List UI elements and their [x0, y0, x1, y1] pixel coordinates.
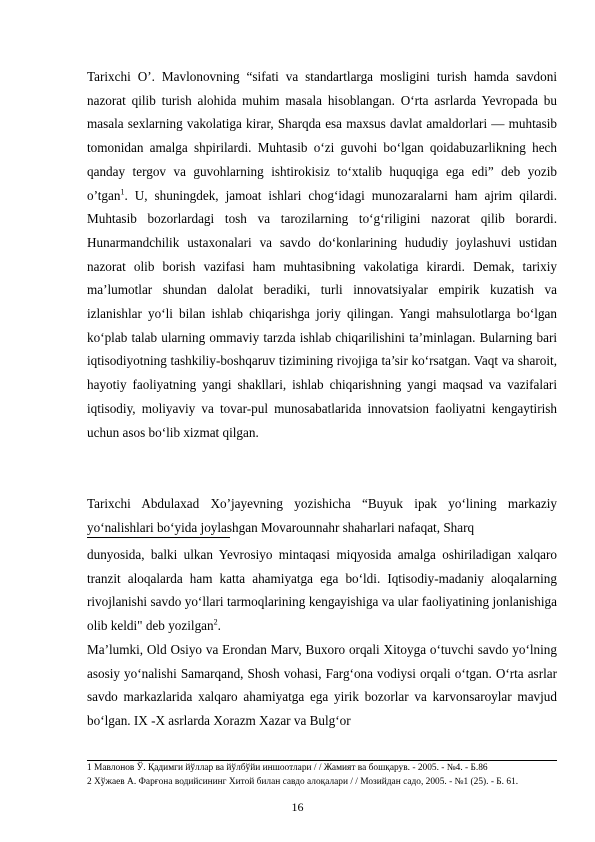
- page-number: 16: [291, 800, 304, 814]
- paragraph-1-text: Tarixchi O’. Mavlonovning “sifati va standartlarga mosligini turish hamda savdoni nazorat qilib turish alohida muhim masala hisoblangan. O‘rta asrlarda Yevropada bu masala sexlarning vakolatiga kirar, Sharqda esa maxsus davlat amaldorlari — muhtasib tomonidan amalga shpirilardi. Muhtasib o‘zi guvohi bo‘lgan qoidabuzarlikning hech qanday tergov va guvohlarning ishtirokisiz to‘xtalib huquqiga ega edi” deb yozib o’tgan: [87, 69, 557, 203]
- footnote-ref-1: 1: [120, 187, 125, 197]
- paragraph-2-text: Tarixchi Abdulaxad Xo’jayevning yozishicha “Buyuk ipak yo‘lining markaziy yo‘nalishlari bo‘yida joylashgan Movarounnahr shaharlari nafaqat, Sharq: [87, 496, 557, 535]
- body-paragraph-4: [87, 638, 557, 733]
- footnote-divider: [87, 760, 557, 761]
- footnote-ref-2: 2: [213, 617, 218, 627]
- body-paragraph-2: [87, 492, 557, 539]
- footnote-1: 1 Мавлонов Ў. Қадимги йўллар ва йўлбўйи иншоотлари / / Жамият ва бошқарув. - 2005. - №4. - Б.86: [87, 763, 488, 773]
- continuation-divider: [87, 537, 230, 538]
- paragraph-3-rest: .: [217, 618, 221, 634]
- paragraph-4-text: Ma’lumki, Old Osiyo va Erondan Marv, Buxoro orqali Xitoyga o‘tuvchi savdo yo‘lning asosiy yo‘nalishi Samarqand, Shosh vohasi, Farg‘ona vodiysi orqali o‘tgan. O‘rta asrlar savdo markazlarida xalqaro ahamiyatga ega yirik bozorlar va karvonsaroylar mavjud bo‘lgan. IX -X asrlarda Xorazm Xazar va Bulg‘or: [87, 642, 557, 729]
- paragraph-1-rest: . U, shuningdek, jamoat ishlari chog‘idagi munozaralarni ham ajrim qilardi. Muhtasib bozorlardagi tosh va tarozilarning to‘g‘riligini nazorat qilib borardi. Hunarmandchilik ustaxonalari va savdo do‘konlarining hududiy joylashuvi ustidan nazorat olib borish vazifasi ham muhtasibning vakolatiga kirardi. Demak, tarixiy ma’lumotlar shundan dalolat beradiki, turli innovatsiyalar empirik kuzatish va izlanishlar yo‘li bilan ishlab chiqarishga joriy qilingan. Yangi mahsulotlarga bo‘lgan ko‘plab talab ularning ommaviy tarzda ishlab chiqarilishini ta’minlagan. Bularning bari iqtisodiyotning tashkiliy-boshqaruv tizimining rivojiga ta’sir ko‘rsatgan. Vaqt va sharoit, hayotiy faoliyatning yangi shakllari, ishlab chiqarishning yangi maqsad va vazifalari iqtisodiy, moliyaviy va tovar-pul munosabatlarida innovatsion faoliyatni kengaytirish uchun asos bo‘lib xizmat qilgan.: [87, 187, 557, 440]
- paragraph-3-text: dunyosida, balki ulkan Yevrosiyo mintaqasi miqyosida amalga oshiriladigan xalqaro tranzit aloqalarda ham katta ahamiyatga ega bo‘ldi. Iqtisodiy-madaniy aloqalarning rivojlanishi savdo yo‘llari tarmoqlarining kengayishiga va ular faoliyatining jonlanishiga olib keldi" deb yozilgan: [87, 547, 557, 634]
- body-paragraph-3: [87, 543, 557, 638]
- body-paragraph-1: [87, 65, 557, 444]
- footnote-2: 2 Хўжаев А. Фарғона водийсининг Хитой билан савдо алоқалари / / Мозийдан садо, 2005. - №1 (25). - Б. 61.: [87, 777, 519, 787]
